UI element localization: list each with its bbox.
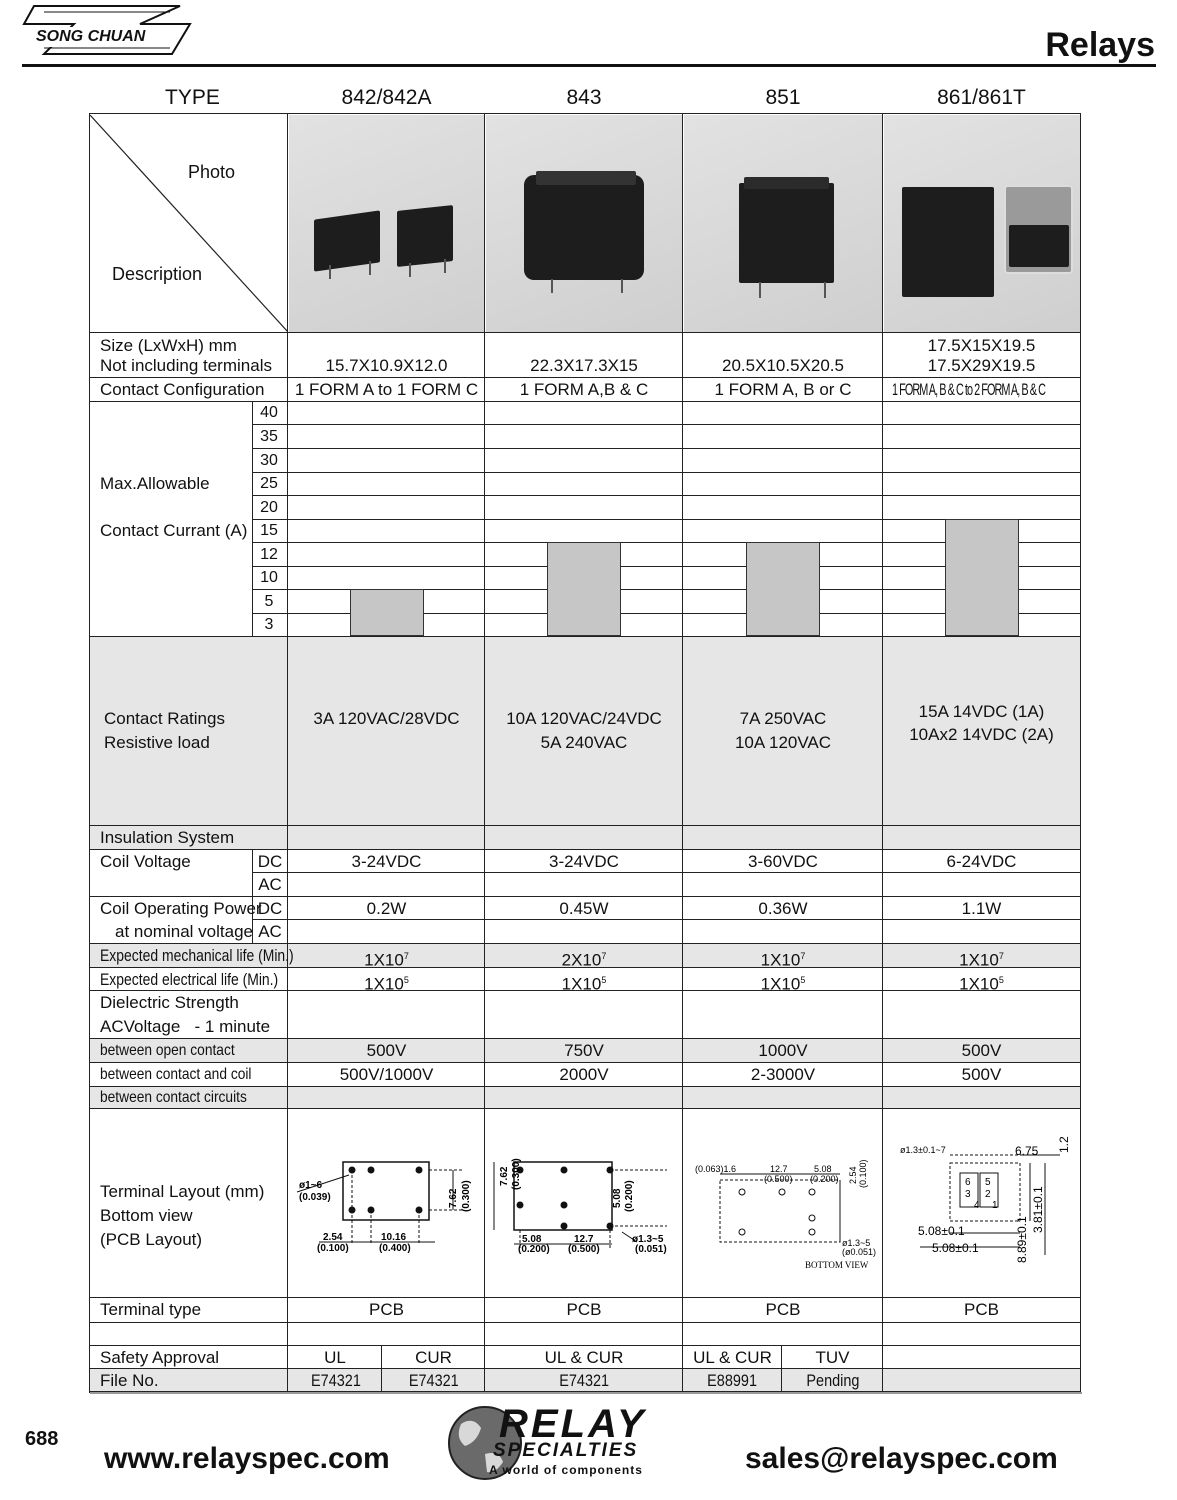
layout-label-3: (PCB Layout) <box>100 1230 203 1249</box>
svg-text:(ø0.051): (ø0.051) <box>842 1247 877 1257</box>
svg-text:3: 3 <box>965 1189 971 1200</box>
contact-coil-861: 500V <box>961 1065 1002 1084</box>
elec-life-843: $1X10^5$ <box>561 974 607 994</box>
grid-line <box>89 1368 1081 1369</box>
type-label: TYPE <box>165 86 220 109</box>
scale-tick: 15 <box>260 522 278 539</box>
scale-tick: 12 <box>260 546 278 563</box>
layout-diagram-842 <box>295 1150 480 1270</box>
description-label: Description <box>112 264 203 284</box>
dielectric-label-1: Dielectric Strength <box>100 993 239 1012</box>
scale-tick: 40 <box>260 404 278 421</box>
coil-voltage-ac-label: AC <box>258 875 282 894</box>
photo-843 <box>486 115 682 332</box>
page-number: 688 <box>25 1428 59 1450</box>
svg-text:1: 1 <box>992 1200 998 1211</box>
grid-line <box>252 424 1080 425</box>
grid-line <box>287 113 288 1392</box>
grid-line <box>89 1322 1081 1323</box>
size-861-1: 17.5X15X19.5 <box>927 336 1036 355</box>
coil-voltage-dc-label: DC <box>257 852 283 871</box>
header-rule <box>22 64 1156 67</box>
svg-text:7.62: 7.62 <box>448 1188 459 1208</box>
scale-tick: 25 <box>260 475 278 492</box>
grid-line <box>89 636 1081 637</box>
scale-tick: 30 <box>260 452 278 469</box>
size-851: 20.5X10.5X20.5 <box>722 356 844 375</box>
ratings-label-2: Resistive load <box>104 733 210 752</box>
page-category-title: Relays <box>1045 26 1155 64</box>
scale-tick: 3 <box>264 616 274 633</box>
contact-coil-851: 2-3000V <box>750 1065 816 1084</box>
svg-text:(0.400): (0.400) <box>379 1243 411 1254</box>
grid-line <box>89 113 90 1393</box>
photo-842 <box>289 115 484 332</box>
contact-config-843: 1 FORM A,B & C <box>519 380 649 399</box>
safety-842-ul: UL <box>324 1348 346 1367</box>
logo-specialties: SPECIALTIES <box>493 1440 639 1461</box>
rating-851-1: 7A 250VAC <box>739 709 827 728</box>
elec-life-842: $1X10^5$ <box>364 974 409 994</box>
svg-text:(0.100): (0.100) <box>858 1159 868 1188</box>
safety-851-ulcur: UL & CUR <box>693 1348 772 1367</box>
email-link[interactable]: sales@relayspec.com <box>745 1442 1058 1475</box>
website-link[interactable]: www.relayspec.com <box>104 1442 390 1475</box>
coil-voltage-861: 6-24VDC <box>946 852 1017 871</box>
grid-line <box>252 495 1080 496</box>
size-861-2: 17.5X29X19.5 <box>927 356 1036 375</box>
coil-voltage-842: 3-24VDC <box>351 852 422 871</box>
svg-text:(0.051): (0.051) <box>635 1244 667 1255</box>
scale-tick: 35 <box>260 428 278 445</box>
contact-config-851: 1 FORM A, B or C <box>714 380 852 399</box>
grid-line <box>252 448 1080 449</box>
svg-text:BOTTOM VIEW: BOTTOM VIEW <box>805 1260 869 1270</box>
rating-843-2: 5A 240VAC <box>540 733 628 752</box>
svg-text:12.7: 12.7 <box>574 1234 594 1245</box>
logo-relay: RELAY <box>499 1402 647 1446</box>
grid-line <box>89 1062 1081 1063</box>
coil-power-label-2: at nominal voltage <box>115 922 253 941</box>
svg-text:(0.300): (0.300) <box>511 1158 522 1190</box>
contact-config-861: 1 FORM A, B & C to 2 FORM A, B & C <box>892 380 1045 399</box>
svg-text:2: 2 <box>985 1189 991 1200</box>
coil-power-851: 0.36W <box>758 899 808 918</box>
rating-861-2: 10Ax2 14VDC (2A) <box>909 725 1054 744</box>
photo-851 <box>684 115 882 332</box>
current-label-1: Max.Allowable <box>100 474 210 493</box>
file-843: E74321 <box>559 1371 610 1390</box>
open-contact-label: between open contact <box>100 1042 235 1059</box>
svg-text:ø1.3±0.1~7: ø1.3±0.1~7 <box>900 1145 946 1155</box>
size-843: 22.3X17.3X15 <box>530 356 638 375</box>
current-label-2: Contact Currant (A) <box>100 521 248 540</box>
svg-text:1.2: 1.2 <box>1057 1136 1071 1153</box>
svg-text:(0.063)1.6: (0.063)1.6 <box>695 1164 737 1174</box>
elec-life-851: $1X10^5$ <box>760 974 806 994</box>
rating-861-1: 15A 14VDC (1A) <box>918 702 1045 721</box>
svg-text:5.08: 5.08 <box>522 1234 542 1245</box>
layout-label-1: Terminal Layout (mm) <box>100 1182 265 1201</box>
size-label-1: Size (LxWxH) mm <box>100 336 237 355</box>
layout-diagram-843 <box>492 1150 677 1270</box>
dielectric-label-2: ACVoltage - 1 minute <box>100 1017 271 1036</box>
open-contact-851: 1000V <box>758 1041 808 1060</box>
svg-text:6.75: 6.75 <box>1015 1144 1039 1158</box>
rating-842: 3A 120VAC/28VDC <box>313 709 460 728</box>
grid-line <box>89 943 1081 944</box>
svg-text:5: 5 <box>985 1177 991 1188</box>
elec-life-861: $1X10^5$ <box>959 974 1004 994</box>
rating-851-2: 10A 120VAC <box>734 733 832 752</box>
ratings-label-1: Contact Ratings <box>104 709 225 728</box>
layout-diagram-851 <box>690 1158 880 1276</box>
grid-line <box>89 401 1081 402</box>
grid-line <box>1080 113 1081 1393</box>
mech-life-861: $1X10^7$ <box>959 950 1004 970</box>
size-842: 15.7X10.9X12.0 <box>325 356 448 375</box>
grid-line <box>89 1108 1081 1109</box>
svg-text:10.16: 10.16 <box>381 1232 407 1243</box>
svg-text:(0.200): (0.200) <box>624 1180 635 1212</box>
elec-life-label: Expected electrical life (Min.) <box>100 970 279 989</box>
photo-861 <box>884 115 1080 332</box>
coil-power-ac-label: AC <box>258 922 282 941</box>
terminal-type-label: Terminal type <box>100 1300 202 1319</box>
mech-life-843: $2X10^7$ <box>561 950 607 970</box>
table-shadow <box>90 1392 1082 1394</box>
contact-coil-842: 500V/1000V <box>339 1065 434 1084</box>
svg-text:2.54: 2.54 <box>323 1232 343 1243</box>
grid-line <box>89 1086 1081 1087</box>
svg-text:(0.300): (0.300) <box>461 1180 472 1212</box>
contact-config-label: Contact Configuration <box>100 380 265 399</box>
svg-text:5.08±0.1: 5.08±0.1 <box>918 1224 965 1238</box>
file-851-tuv: Pending <box>806 1371 860 1390</box>
layout-label-2: Bottom view <box>100 1206 193 1225</box>
grid-line <box>89 1038 1081 1039</box>
contact-coil-843: 2000V <box>559 1065 609 1084</box>
current-bar-861-861T <box>945 519 1019 637</box>
layout-diagram-861 <box>890 1135 1075 1265</box>
grid-line <box>252 472 1080 473</box>
contact-config-842: 1 FORM A to 1 FORM C <box>294 380 479 399</box>
current-bar-843 <box>547 542 621 636</box>
terminal-type-851: PCB <box>765 1300 801 1319</box>
svg-text:(0.100): (0.100) <box>317 1243 349 1254</box>
svg-text:4: 4 <box>974 1200 980 1211</box>
insulation-shading <box>90 826 1080 849</box>
svg-text:(0.039): (0.039) <box>299 1192 331 1203</box>
grid-line <box>89 332 1081 333</box>
safety-843: UL & CUR <box>544 1348 624 1367</box>
grid-line <box>252 872 1080 873</box>
coil-power-843: 0.45W <box>559 899 609 918</box>
photo-label: Photo <box>188 162 236 182</box>
safety-851-tuv: TUV <box>815 1348 850 1367</box>
coil-voltage-851: 3-60VDC <box>748 852 818 871</box>
logo-text: SONG CHUAN <box>36 28 146 45</box>
rating-843-1: 10A 120VAC/24VDC <box>506 709 662 728</box>
grid-line <box>89 1297 1081 1298</box>
contact-coil-label: between contact and coil <box>100 1066 252 1083</box>
type-843: 843 <box>566 86 602 109</box>
insulation-label: Insulation System <box>100 828 235 847</box>
grid-line <box>252 919 1080 920</box>
svg-text:12.7: 12.7 <box>770 1164 788 1174</box>
grid-line <box>89 1345 1081 1346</box>
svg-text:7.62: 7.62 <box>499 1166 510 1186</box>
mech-life-851: $1X10^7$ <box>760 950 806 970</box>
mech-life-label: Expected mechanical life (Min.) <box>100 946 294 965</box>
svg-text:(0.200): (0.200) <box>810 1174 839 1184</box>
grid-line <box>89 849 1081 850</box>
svg-text:(0.200): (0.200) <box>518 1244 550 1255</box>
current-bar-842-842A <box>350 589 424 636</box>
coil-voltage-label: Coil Voltage <box>100 852 191 871</box>
file-no-label: File No. <box>100 1371 159 1390</box>
svg-text:ø1.3~5: ø1.3~5 <box>632 1234 664 1245</box>
svg-text:(0.500): (0.500) <box>764 1174 793 1184</box>
relay-specialties-logo <box>447 1402 697 1484</box>
scale-tick: 5 <box>264 593 274 610</box>
type-861: 861/861T <box>937 86 1026 109</box>
file-842-cur: E74321 <box>408 1371 459 1390</box>
contact-circuits-label: between contact circuits <box>100 1089 247 1106</box>
svg-text:(0.500): (0.500) <box>568 1244 600 1255</box>
svg-text:5.08: 5.08 <box>612 1188 623 1208</box>
type-842: 842/842A <box>341 86 432 109</box>
grid-line <box>89 825 1081 826</box>
scale-tick: 20 <box>260 499 278 516</box>
mech-life-842: $1X10^7$ <box>364 950 409 970</box>
open-contact-842: 500V <box>366 1041 407 1060</box>
terminal-type-843: PCB <box>566 1300 602 1319</box>
svg-text:2.54: 2.54 <box>848 1166 858 1184</box>
file-842-ul: E74321 <box>311 1371 361 1390</box>
svg-text:ø1.3~5: ø1.3~5 <box>842 1238 871 1248</box>
coil-voltage-843: 3-24VDC <box>549 852 619 871</box>
coil-power-842: 0.2W <box>366 899 407 918</box>
file-851-ulcur: E88991 <box>707 1371 757 1390</box>
terminal-type-861: PCB <box>964 1300 999 1319</box>
type-851: 851 <box>765 86 801 109</box>
coil-power-861: 1.1W <box>961 899 1002 918</box>
safety-842-cur: CUR <box>415 1348 452 1367</box>
coil-power-label-1: Coil Operating Power <box>100 899 262 918</box>
header-diagonal <box>90 115 288 332</box>
logo-tagline: A world of components <box>489 1463 643 1477</box>
current-bar-851 <box>746 542 820 636</box>
svg-text:5.08: 5.08 <box>814 1164 832 1174</box>
open-contact-861: 500V <box>961 1041 1002 1060</box>
svg-text:3.81±0.1: 3.81±0.1 <box>1031 1186 1045 1233</box>
safety-label: Safety Approval <box>100 1348 220 1367</box>
svg-text:8.89±0.1: 8.89±0.1 <box>1015 1216 1029 1263</box>
coil-power-dc-label: DC <box>257 899 283 918</box>
grid-line <box>89 377 1081 378</box>
terminal-type-842: PCB <box>369 1300 404 1319</box>
svg-text:ø1~6: ø1~6 <box>299 1180 323 1191</box>
scale-tick: 10 <box>260 569 278 586</box>
svg-text:6: 6 <box>965 1177 971 1188</box>
size-label-2: Not including terminals <box>100 356 272 375</box>
svg-text:5.08±0.1: 5.08±0.1 <box>932 1241 979 1255</box>
grid-line <box>89 113 1081 114</box>
open-contact-843: 750V <box>564 1041 604 1060</box>
grid-line <box>89 896 1081 897</box>
